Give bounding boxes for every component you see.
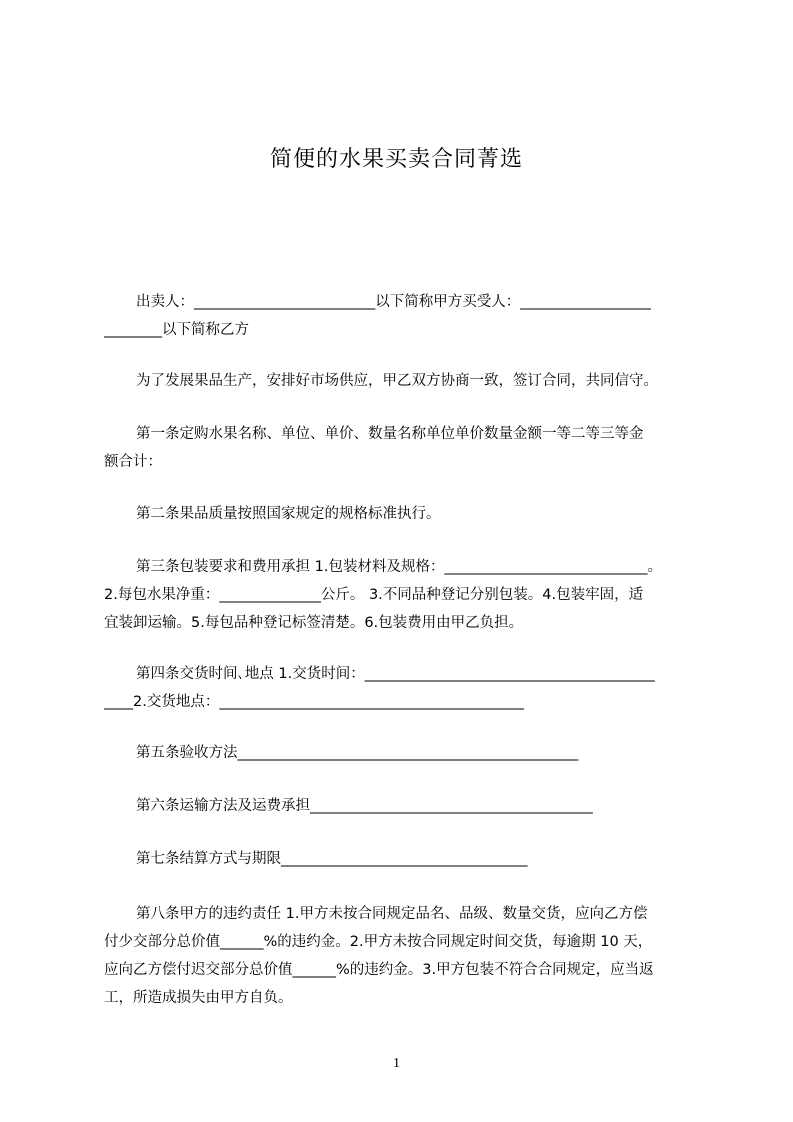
text-line: ____2.交货地点：__________________________________________ xyxy=(104,694,524,710)
text-line: 第二条果品质量按照国家规定的规格标准执行。 xyxy=(136,506,441,522)
text-line: 第五条验收方法_______________________________________________ xyxy=(136,745,579,761)
text-line: 出卖人：_________________________以下简称甲方买受人：__________________ xyxy=(136,294,651,310)
text-line: 宜装卸运输。5.每包品种登记标签清楚。6.包装费用由甲乙负担。 xyxy=(104,615,524,631)
text-line: 付少交部分总价值______%的违约金。2.甲方未按合同规定时间交货，每逾期 10 天， xyxy=(104,934,653,950)
clause-8-paragraph xyxy=(104,900,702,1012)
clause-3-paragraph xyxy=(104,553,702,637)
clause-4-paragraph xyxy=(104,660,702,716)
text-line: ________以下简称乙方 xyxy=(104,322,249,338)
text-line: 第七条结算方式与期限__________________________________ xyxy=(136,851,528,867)
clause-1-paragraph xyxy=(104,420,702,476)
page-number: 1 xyxy=(393,1056,400,1071)
clause-7-paragraph xyxy=(104,845,702,873)
clause-2-paragraph xyxy=(104,500,702,528)
text-line: 工，所造成损失由甲方自负。 xyxy=(104,990,293,1006)
text-line: 第三条包装要求和费用承担 1.包装材料及规格：____________________________。 xyxy=(136,559,662,575)
preamble-paragraph xyxy=(104,367,702,395)
text-line: 第八条甲方的违约责任 1.甲方未按合同规定品名、品级、数量交货，应向乙方偿 xyxy=(136,906,648,922)
text-line: 第一条定购水果名称、单位、单价、数量名称单位单价数量金额一等二等三等金 xyxy=(136,426,644,442)
text-line: 额合计： xyxy=(104,454,162,470)
text-line: 第六条运输方法及运费承担_______________________________________ xyxy=(136,798,593,814)
text-line: 2.每包水果净重：______________公斤。 3.不同品种登记分别包装。4.包装牢固，适 xyxy=(104,587,644,603)
page-title: 简便的水果买卖合同菁选 xyxy=(269,147,523,172)
clause-5-paragraph xyxy=(104,739,702,767)
text-line: 为了发展果品生产，安排好市场供应，甲乙双方协商一致，签订合同，共同信守。 xyxy=(136,373,658,389)
text-line: 应向乙方偿付迟交部分总价值______%的违约金。3.甲方包装不符合合同规定，应当返 xyxy=(104,962,654,978)
clause-6-paragraph xyxy=(104,792,702,820)
text-line: 第四条交货时间､地点 1.交货时间：________________________________________ xyxy=(136,666,655,682)
seller-buyer-paragraph xyxy=(104,288,702,344)
